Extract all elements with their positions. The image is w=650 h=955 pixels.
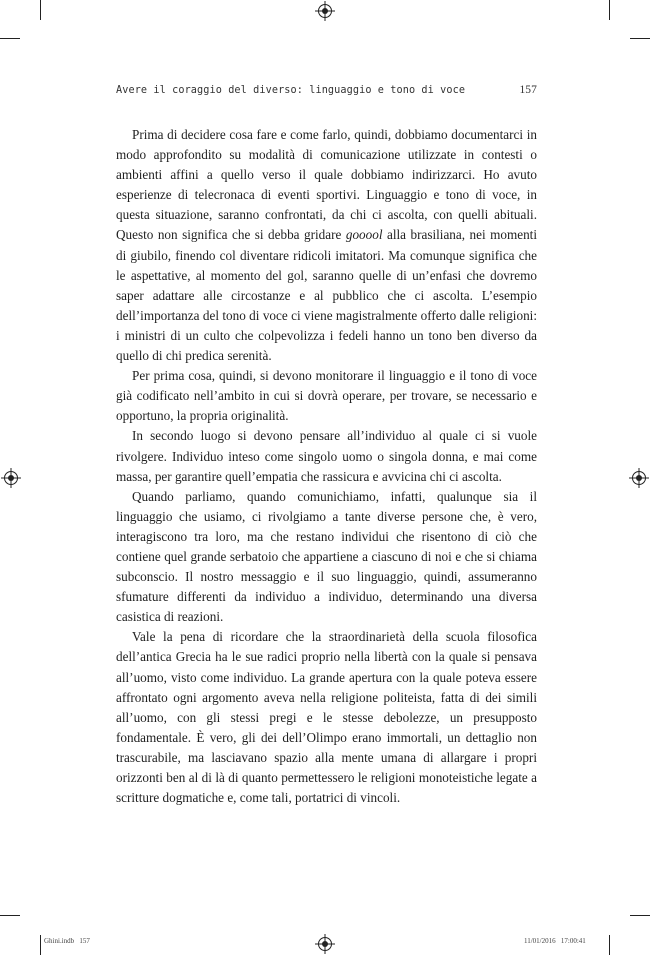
registration-mark-left-icon [4,471,18,485]
paragraph-5: Vale la pena di ricordare che la straordinarietà della scuola filosofica dell’antica Grecia ha le sue radici proprio nella libertà con la quale si pensava all’uomo, visto come individuo. La grande apertura con la quale poteva essere affrontato ogni argomento aveva nella religione politeista, fatta di dei simili all’uomo, con gli stessi pregi e le stesse debolezze, un presupposto fondamentale. È vero, gli dei dell’Olimpo erano immortali, un dettaglio non trascurabile, ma lasciavano spazio alla mente umana di allargare i propri orizzonti ben al di là di quanto permettessero le religioni monoteistiche legate a scritture dogmatiche e, come tali, portatrici di vincoli. [116,629,537,806]
slug-timestamp: 11/01/2016 17:00:41 [524,937,586,945]
chapter-title: Avere il coraggio del diverso: linguaggio e tono di voce [116,85,466,96]
body-text [116,125,537,808]
emphasis-gooool: gooool [345,227,383,243]
registration-mark-bottom-icon [318,937,332,951]
paragraph-1-before: Prima di decidere cosa fare e come farlo, quindi, dobbiamo documentarci in modo approfondito su modalità di comunicazione utilizzate in contesti o ambienti affini a quello verso il quale dobbiamo indirizzarci. Ho avuto esperienze di telecronaca di eventi sportivi. Linguaggio e tono di voce, in questa situazione, saranno confrontati, da chi ci ascolta, con quelli abituali. Questo non significa che si debba gridare [116,127,537,243]
registration-mark-top-icon [318,4,332,18]
paragraph-2: Per prima cosa, quindi, si devono monitorare il linguaggio e il tono di voce già codificato nell’ambito in cui si dovrà operare, per trovare, se necessario e opportuno, la propria originalità. [116,368,537,424]
crop-mark-left-top [0,38,20,39]
slug-file: Ghini.indb 157 [44,937,90,945]
crop-mark-left-bottom [0,915,20,916]
crop-mark-bottom-left [40,935,41,955]
paragraph-3: In secondo luogo si devono pensare all’individuo al quale ci si vuole rivolgere. Individuo inteso come singolo uomo o singola donna, e mai come massa, per garantire quell’empatia che rassicura e avvicina chi ci ascolta. [116,428,537,484]
crop-mark-top-right [609,0,610,20]
crop-mark-bottom-right [609,935,610,955]
crop-mark-right-top [630,38,650,39]
paragraph-1-after: alla brasiliana, nei momenti di giubilo, finendo col diventare ridicoli imitatori. Ma comunque significa che le aspettative, al momento del gol, saranno quelle di un’enfasi che dovremo saper adattare alle circostanze e al pubblico che ci ascolta. L’esempio dell’importanza del tono di voce ci viene magistralmente offerto dalle religioni: i ministri di un culto che colpevolizza i fedeli hanno un tono ben diverso da quello di chi predica serenità. [116,227,537,364]
crop-mark-top-left [40,0,41,20]
running-head [116,84,537,96]
paragraph-1 [116,125,537,366]
registration-mark-right-icon [632,471,646,485]
page-number: 157 [519,84,537,96]
paragraph-4: Quando parliamo, quando comunichiamo, infatti, qualunque sia il linguaggio che usiamo, ci rivolgiamo a tante diverse persone che, è vero, interagiscono tra loro, ma che restano individui che risentono di ciò che contiene quel grande serbatoio che appartiene a ciascuno di noi e che si chiama subconscio. Il nostro messaggio e il suo linguaggio, quindi, assumeranno sfumature differenti da individuo a individuo, determinando una diversa casistica di reazioni. [116,488,537,625]
crop-mark-right-bottom [630,915,650,916]
